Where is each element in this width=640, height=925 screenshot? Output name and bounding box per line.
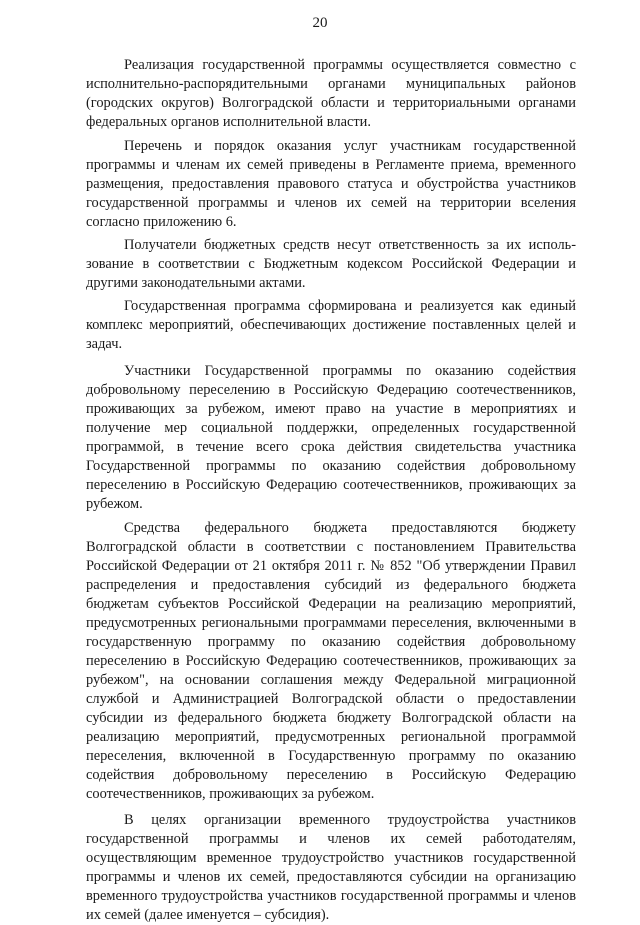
paragraph-participants-rights: Участники Государственной программы по оказанию содействия добровольному переселению в Российскую Федерацию соотечественников, проживающих за рубежом, имеют право на участие в мероприятиях и получение мер социальной поддержки, определенных государственной программой, в течение всего срока действия свидетельства участника Государственной программы по оказанию содействия добровольному переселению в Российскую Федерацию соотечественников, проживающих за рубежом.	[86, 363, 576, 512]
paragraph-implementation: Реализация государственной программы осуществляется совместно с исполнительно-распорядительными органами муниципальных районов (городских округов) Волгоградской области и территориальными органами федеральных органов исполнительной власти.	[86, 57, 576, 130]
paragraph-federal-funds: Средства федерального бюджета предоставляются бюджету Волгоградской области в соответствии с постановлением Правительства Российской Федерации от 21 октября 2011 г. № 852 "Об утверждении Правил распределения и предоставления субсидий из федерального бюджета бюджетам субъектов Российской Федерации на реализацию мероприятий, предусмотренных региональными программами переселения, включенными в государственную программу по оказанию содействия добровольному переселению в Российскую Федерацию соотечественников, проживающих за рубежом", на основании соглашения между Федеральной миграционной службой и Администрацией Волгоградской области о предоставлении субсидии из федерального бюджета бюджету Волгоградской области на реализацию мероприятий, предусмотренных региональной программой переселения, включенной в Государственную программу по оказанию содействия добровольному переселению в Российскую Федерацию соотечественников, проживающих за рубежом.	[86, 520, 576, 802]
paragraph-temporary-employment: В целях организации временного трудоустройства участников государственной программы и членов их семей работодателям, осуществляющим временное трудоустройство участников государственной программы и членов их семей, предоставляются субсидии на организацию временного трудоустройства участников государственной программы и членов их семей (далее именуется – субсидия).	[86, 812, 576, 923]
page-number: 20	[312, 15, 328, 31]
paragraph-program-complex: Государственная программа сформирована и реализуется как единый комплекс мероприятий, обеспечивающих достижение поставленных целей и задач.	[86, 298, 576, 352]
paragraph-budget-responsibility: Получатели бюджетных средств несут ответственность за их использование в соответствии с Бюджетным кодексом Российской Федерации и другими законодательными актами.	[86, 237, 576, 291]
document-body	[86, 56, 576, 925]
paragraph-services-list: Перечень и порядок оказания услуг участникам государственной программы и членам их семей приведены в Регламенте приема, временного размещения, предоставления правового статуса и обустройства участников государственной программы и членов их семей на территории вселения согласно приложению 6.	[86, 138, 576, 230]
